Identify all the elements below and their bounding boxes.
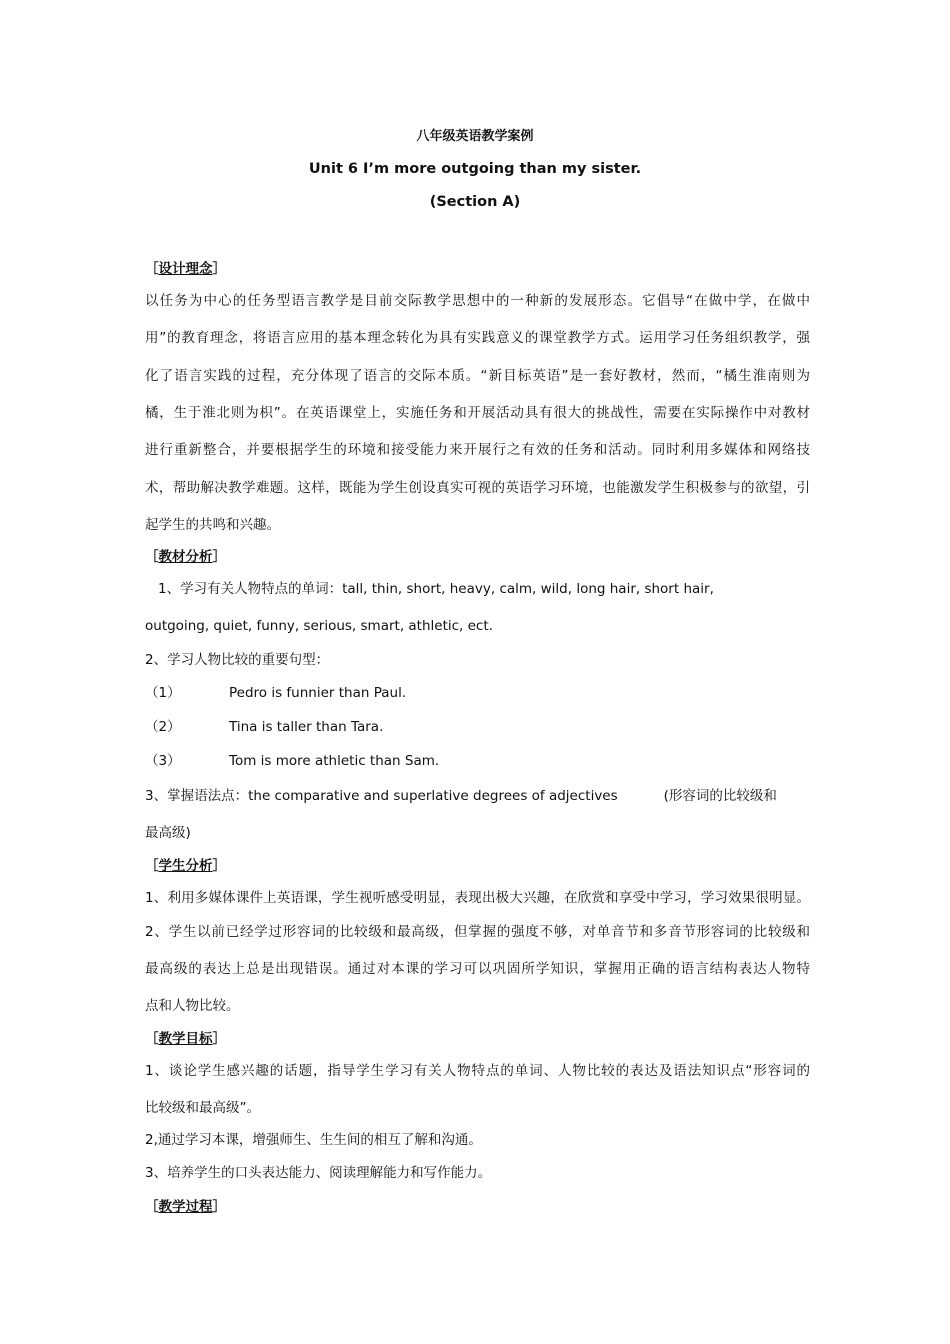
material-line: 1、学习有关人物特点的单词：tall, thin, short, heavy, calm, wild, long hair, short hair, (158, 581, 714, 597)
sentence-item: （2） Tina is taller than Tara. (145, 719, 384, 735)
paragraph-line: 最高级的表达上总是出现错误。通过对本课的学习可以巩固所学知识，掌握用正确的语言结构表达人物特 (145, 961, 810, 977)
sentence-item: （3） Tom is more athletic than Sam. (145, 753, 440, 769)
paragraph-line: 起学生的共鸣和兴趣。 (145, 517, 280, 533)
paragraph-line: 化了语言实践的过程，充分体现了语言的交际本质。“新目标英语”是一套好教材，然而，“橘生淮南则为 (145, 368, 810, 384)
title-unit: Unit 6 I’m more outgoing than my sister. (308, 161, 642, 177)
material-line: outgoing, quiet, funny, serious, smart, athletic, ect. (145, 618, 493, 634)
paragraph-line: 以任务为中心的任务型语言教学是目前交际教学思想中的一种新的发展形态。它倡导“在做中学，在做中 (145, 293, 810, 309)
paragraph-line: 1、谈论学生感兴趣的话题，指导学生学习有关人物特点的单词、人物比较的表达及语法知识点“形容词的 (145, 1063, 810, 1079)
paragraph-line: 点和人物比较。 (145, 998, 240, 1014)
paragraph-line: 比较级和最高级”。 (145, 1100, 260, 1116)
section-heading-students: ［学生分析］ (145, 858, 226, 874)
section-heading-goals: ［教学目标］ (145, 1031, 226, 1047)
title-section: (Section A) (429, 194, 521, 210)
paragraph-line: 术，帮助解决教学难题。这样，既能为学生创设真实可视的英语学习环境，也能激发学生积极参与的欲望，引 (145, 480, 810, 496)
section-heading-design: ［设计理念］ (145, 261, 226, 277)
section-heading-material: ［教材分析］ (145, 549, 226, 565)
material-line: 2、学习人物比较的重要句型： (145, 652, 330, 668)
paragraph-line: 2,通过学习本课，增强师生、生生间的相互了解和沟通。 (145, 1132, 482, 1148)
title-cn: 八年级英语教学案例 (416, 129, 534, 144)
section-heading-process: ［教学过程］ (145, 1199, 226, 1215)
paragraph-line: 进行重新整合，并要根据学生的环境和接受能力来开展行之有效的任务和活动。同时利用多媒体和网络技 (145, 442, 810, 458)
grammar-point-line: 最高级) (145, 825, 191, 841)
paragraph-line: 橘，生于淮北则为枳”。在英语课堂上，实施任务和开展活动具有很大的挑战性，需要在实际操作中对教材 (145, 405, 810, 421)
paragraph-line: 2、学生以前已经学过形容词的比较级和最高级，但掌握的强度不够，对单音节和多音节形容词的比较级和 (145, 924, 810, 940)
paragraph-line: 用”的教育理念，将语言应用的基本理念转化为具有实践意义的课堂教学方式。运用学习任务组织教学，强 (145, 330, 810, 346)
paragraph-line: 3、培养学生的口头表达能力、阅读理解能力和写作能力。 (145, 1165, 492, 1181)
grammar-point-line: 3、掌握语法点：the comparative and superlative degrees of adjectives (形容词的比较级和 (145, 788, 777, 804)
sentence-item: （1） Pedro is funnier than Paul. (145, 685, 407, 701)
paragraph-line: 1、利用多媒体课件上英语课，学生视听感受明显，表现出极大兴趣，在欣赏和享受中学习，学习效果很明显。 (145, 890, 810, 906)
